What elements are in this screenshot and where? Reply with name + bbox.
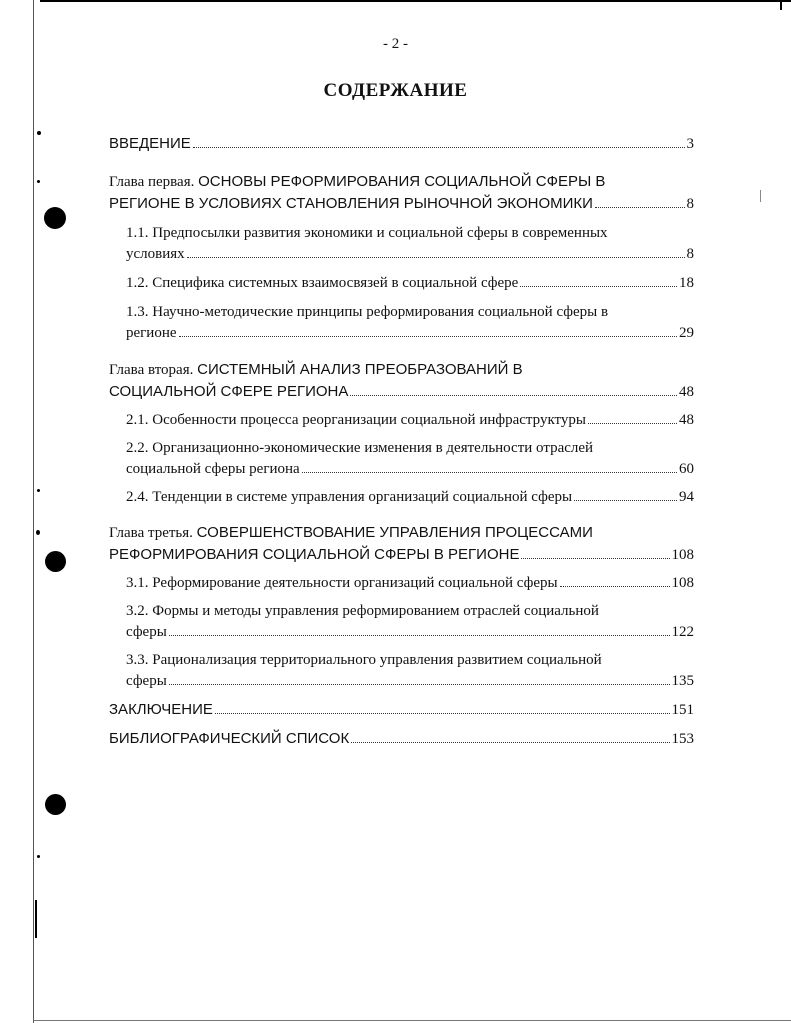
dot-leader — [520, 286, 677, 287]
section-title-line1: 3.2. Формы и методы управления реформированием отраслей социальной — [126, 603, 599, 619]
scan-border-bottom — [33, 1020, 791, 1021]
section-title-line1: 2.1. Особенности процесса реорганизации социальной инфраструктуры — [126, 412, 586, 428]
toc-entry-label: ВВЕДЕНИЕ — [109, 135, 191, 152]
scan-mark-left — [35, 900, 37, 938]
toc-page-number: 153 — [671, 731, 694, 747]
toc-page-number: 29 — [679, 325, 694, 341]
toc-section-2-2[interactable] — [126, 438, 694, 480]
toc-section-2-4[interactable] — [126, 487, 694, 508]
punch-hole-3 — [45, 794, 66, 815]
toc-page-number: 108 — [671, 575, 694, 591]
dot-leader — [588, 423, 677, 424]
chapter-title-line1: ОСНОВЫ РЕФОРМИРОВАНИЯ СОЦИАЛЬНОЙ СФЕРЫ В — [198, 173, 606, 190]
dot-leader — [215, 713, 670, 714]
toc-page-number: 8 — [686, 246, 694, 262]
dot-leader — [350, 395, 677, 396]
toc-section-1-1[interactable] — [126, 223, 694, 265]
scan-speck-2 — [37, 180, 40, 183]
toc-page-number: 108 — [671, 547, 694, 563]
section-title-line1: 1.3. Научно-методические принципы реформирования социальной сферы в — [126, 304, 609, 320]
toc-section-3-1[interactable] — [126, 573, 694, 594]
toc-section-3-2[interactable] — [126, 601, 694, 643]
dot-leader — [595, 207, 685, 208]
dot-leader — [193, 147, 685, 148]
scan-border-left — [33, 0, 34, 1023]
toc-entry-bibliography[interactable] — [109, 728, 694, 750]
chapter-lead: Глава первая. — [109, 174, 195, 190]
dot-leader — [574, 500, 677, 501]
dot-leader — [302, 472, 677, 473]
section-title-line1: 1.1. Предпосылки развития экономики и социальной сферы в современных — [126, 225, 608, 241]
scan-speck-4 — [36, 530, 40, 535]
scan-border-top — [40, 0, 791, 2]
scan-speck-3 — [37, 489, 40, 492]
toc-page-number: 122 — [671, 624, 694, 640]
page-number: - 2 - — [383, 36, 408, 52]
table-of-contents — [109, 133, 694, 750]
chapter-lead: Глава вторая. — [109, 362, 194, 378]
punch-hole-2 — [45, 551, 66, 572]
toc-page-number: 48 — [679, 384, 694, 400]
toc-page-number: 135 — [671, 673, 694, 689]
section-title-line1: 3.1. Реформирование деятельности организаций социальной сферы — [126, 575, 558, 591]
chapter-title-line2: РЕГИОНЕ В УСЛОВИЯХ СТАНОВЛЕНИЯ РЫНОЧНОЙ ЭКОНОМИКИ — [109, 195, 593, 212]
chapter-title-line1: СОВЕРШЕНСТВОВАНИЕ УПРАВЛЕНИЯ ПРОЦЕССАМИ — [196, 524, 593, 541]
page-title: СОДЕРЖАНИЕ — [323, 80, 468, 101]
toc-page-number: 151 — [671, 702, 694, 718]
section-title-line2: регионе — [126, 325, 177, 341]
scan-speck-5 — [37, 855, 40, 858]
dot-leader — [179, 336, 677, 337]
toc-page-number: 18 — [679, 275, 694, 291]
toc-page-number: 48 — [679, 412, 694, 428]
scan-mark-right — [760, 190, 761, 202]
scan-speck-1 — [37, 131, 41, 135]
section-title-line2: социальной сферы региона — [126, 461, 300, 477]
toc-section-3-3[interactable] — [126, 650, 694, 692]
toc-page-number: 94 — [679, 489, 694, 505]
toc-entry-label: БИБЛИОГРАФИЧЕСКИЙ СПИСОК — [109, 730, 350, 747]
toc-page-number: 60 — [679, 461, 694, 477]
chapter-title-line2: РЕФОРМИРОВАНИЯ СОЦИАЛЬНОЙ СФЕРЫ В РЕГИОНЕ — [109, 546, 520, 563]
section-title-line1: 2.2. Организационно-экономические изменения в деятельности отраслей — [126, 440, 594, 456]
dot-leader — [521, 558, 669, 559]
section-title-line1: 2.4. Тенденции в системе управления организаций социальной сферы — [126, 489, 573, 505]
section-title-line2: условиях — [126, 246, 185, 262]
toc-chapter-3[interactable] — [109, 522, 694, 566]
dot-leader — [560, 586, 670, 587]
toc-page-number: 8 — [686, 196, 694, 212]
scan-border-right — [780, 0, 782, 10]
toc-chapter-1[interactable] — [109, 171, 694, 215]
dot-leader — [169, 684, 670, 685]
toc-section-1-2[interactable] — [126, 273, 694, 294]
toc-page-number: 3 — [686, 136, 694, 152]
toc-entry-conclusion[interactable] — [109, 699, 694, 721]
toc-chapter-2[interactable] — [109, 359, 694, 403]
punch-hole-1 — [44, 207, 66, 229]
chapter-lead: Глава третья. — [109, 525, 193, 541]
dot-leader — [169, 635, 670, 636]
chapter-title-line2: СОЦИАЛЬНОЙ СФЕРЕ РЕГИОНА — [109, 383, 349, 400]
chapter-title-line1: СИСТЕМНЫЙ АНАЛИЗ ПРЕОБРАЗОВАНИЙ В — [197, 361, 523, 378]
toc-section-1-3[interactable] — [126, 302, 694, 344]
dot-leader — [351, 742, 669, 743]
section-title-line2: сферы — [126, 673, 167, 689]
toc-entry-intro[interactable] — [109, 133, 694, 155]
section-title-line1: 1.2. Специфика системных взаимосвязей в социальной сфере — [126, 275, 519, 291]
toc-entry-label: ЗАКЛЮЧЕНИЕ — [109, 701, 213, 718]
section-title-line1: 3.3. Рационализация территориального управления развитием социальной — [126, 652, 602, 668]
toc-section-2-1[interactable] — [126, 410, 694, 431]
dot-leader — [187, 257, 685, 258]
section-title-line2: сферы — [126, 624, 167, 640]
